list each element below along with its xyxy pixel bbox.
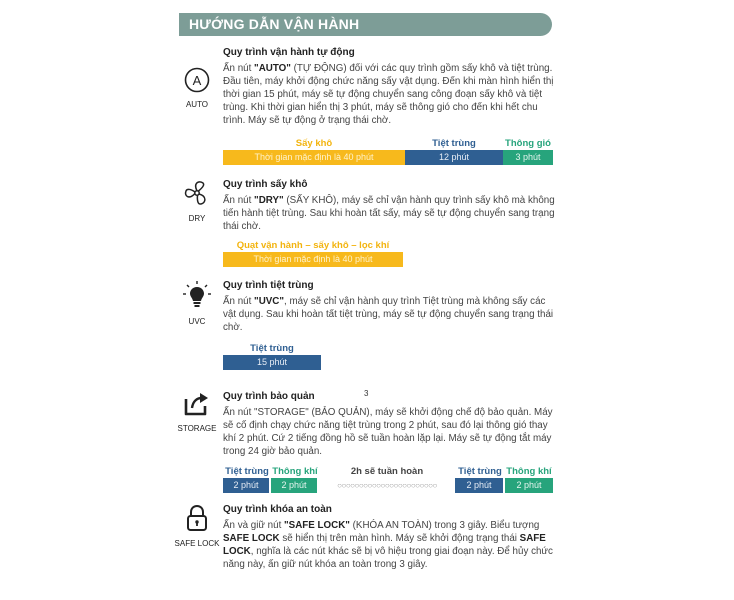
auto-icon (184, 67, 210, 93)
storage-header-cycle: 2h sẽ tuần hoàn (350, 466, 424, 477)
storage-cell-sterilize-1: 2 phút (223, 478, 269, 493)
auto-icon-label: AUTO (185, 100, 209, 109)
storage-header-air-1: Thông khí (272, 466, 318, 477)
dry-timeline (223, 239, 403, 267)
auto-cell-sterilize: 12 phút (405, 150, 503, 165)
uvc-timeline (223, 342, 321, 370)
storage-cell-air-1: 2 phút (271, 478, 317, 493)
storage-timeline (223, 465, 553, 493)
storage-icon (183, 391, 211, 417)
auto-description: Ấn nút "AUTO" (TỰ ĐỘNG) đối với các quy trình gồm sấy khô và tiệt trùng. Đầu tiên, máy khởi động chức năng sấy vật dụng. Đến khi màn hình hiển thị thời gian 15 phút, máy sẽ tự động chuyển sang công đoạn sấy khô và tiệt trùng. Khi thời gian hiển thị 3 phút, máy sẽ thông gió cho đến khi hết chu trình. Máy sẽ tự động ở trạng thái chờ. (223, 63, 554, 126)
lightbulb-icon (182, 280, 212, 310)
storage-description: Ấn nút "STORAGE" (BẢO QUẢN), máy sẽ khởi động chế độ bảo quản. Máy sẽ cố định chạy chức năng tiệt trùng trong 2 phút, sau đó lại thông gió thay khí 2 phút. Cứ 2 tiếng đồng hồ sẽ tuần hoàn lặp lại. Máy sẽ tự động tắt máy trong 24 giờ bảo quản. (223, 407, 553, 457)
page-number: 3 (364, 389, 369, 398)
auto-timeline (223, 137, 553, 165)
auto-title: Quy trình vận hành tự động (223, 47, 355, 58)
auto-icon-column (172, 67, 222, 109)
storage-header-air-2: Thông khí (506, 466, 552, 477)
uvc-cell: 15 phút (223, 355, 321, 370)
uvc-title: Quy trình tiệt trùng (223, 280, 314, 291)
auto-header-sterilize: Tiệt trùng (432, 138, 476, 149)
dry-cell: Thời gian mặc định là 40 phút (223, 252, 403, 267)
auto-header-dry: Sấy khô (295, 138, 333, 149)
auto-text (223, 47, 555, 127)
dry-icon-column (172, 179, 222, 223)
dry-text (223, 179, 555, 233)
dry-header: Quạt vận hành – sấy khô – lọc khí (236, 240, 390, 251)
uvc-icon-column (172, 280, 222, 326)
storage-title: Quy trình bảo quản (223, 391, 315, 402)
storage-cell-air-2: 2 phút (505, 478, 553, 493)
dry-description: Ấn nút "DRY" (SẤY KHÔ), máy sẽ chỉ vận hành quy trình sấy khô mà không tiến hành tiệt trùng. Sau khi hoàn tất sấy, máy sẽ tự động chuyển sang trạng thái chờ. (223, 195, 555, 232)
safelock-icon-column (172, 504, 222, 548)
lock-icon (185, 504, 209, 532)
uvc-description: Ấn nút "UVC", máy sẽ chỉ vận hành quy trình Tiệt trùng mà không sấy các vật dụng. Sau khi hoàn tất tiệt trùng, máy sẽ tự động chuyển sang trạng thái chờ. (223, 296, 554, 333)
auto-header-ventilate: Thông gió (505, 138, 551, 149)
auto-cell-ventilate: 3 phút (503, 150, 553, 165)
storage-icon-column (172, 391, 222, 433)
safelock-title: Quy trình khóa an toàn (223, 504, 332, 515)
safelock-description: Ấn và giữ nút "SAFE LOCK" (KHÓA AN TOÀN) trong 3 giây. Biểu tượng SAFE LOCK sẽ hiển thị trên màn hình. Máy sẽ khởi động trạng thái SAFE LOCK, nghĩa là các nút khác sẽ bị vô hiệu trong giai đoạn này. Để hủy chức năng này, ấn giữ nút khóa an toàn trong 3 giây. (223, 520, 553, 570)
dry-title: Quy trình sấy khô (223, 179, 308, 190)
section-header: HƯỚNG DẪN VẬN HÀNH (179, 13, 552, 36)
safelock-icon-label: SAFE LOCK (174, 539, 220, 548)
fan-icon (183, 179, 211, 207)
dry-icon-label: DRY (188, 214, 206, 223)
safelock-text (223, 504, 555, 571)
storage-text (223, 391, 555, 458)
uvc-text (223, 280, 555, 334)
uvc-icon-label: UVC (188, 317, 206, 326)
storage-cycle-dots: ○○○○○○○○○○○○○○○○○○○○○○○ (337, 481, 437, 490)
uvc-header: Tiệt trùng (250, 343, 294, 354)
storage-header-sterilize-2: Tiệt trùng (458, 466, 502, 477)
storage-cell-sterilize-2: 2 phút (455, 478, 503, 493)
auto-cell-dry: Thời gian mặc định là 40 phút (223, 150, 405, 165)
storage-header-sterilize-1: Tiệt trùng (225, 466, 269, 477)
svg-text:A: A (192, 73, 202, 88)
storage-icon-label: STORAGE (177, 424, 217, 433)
